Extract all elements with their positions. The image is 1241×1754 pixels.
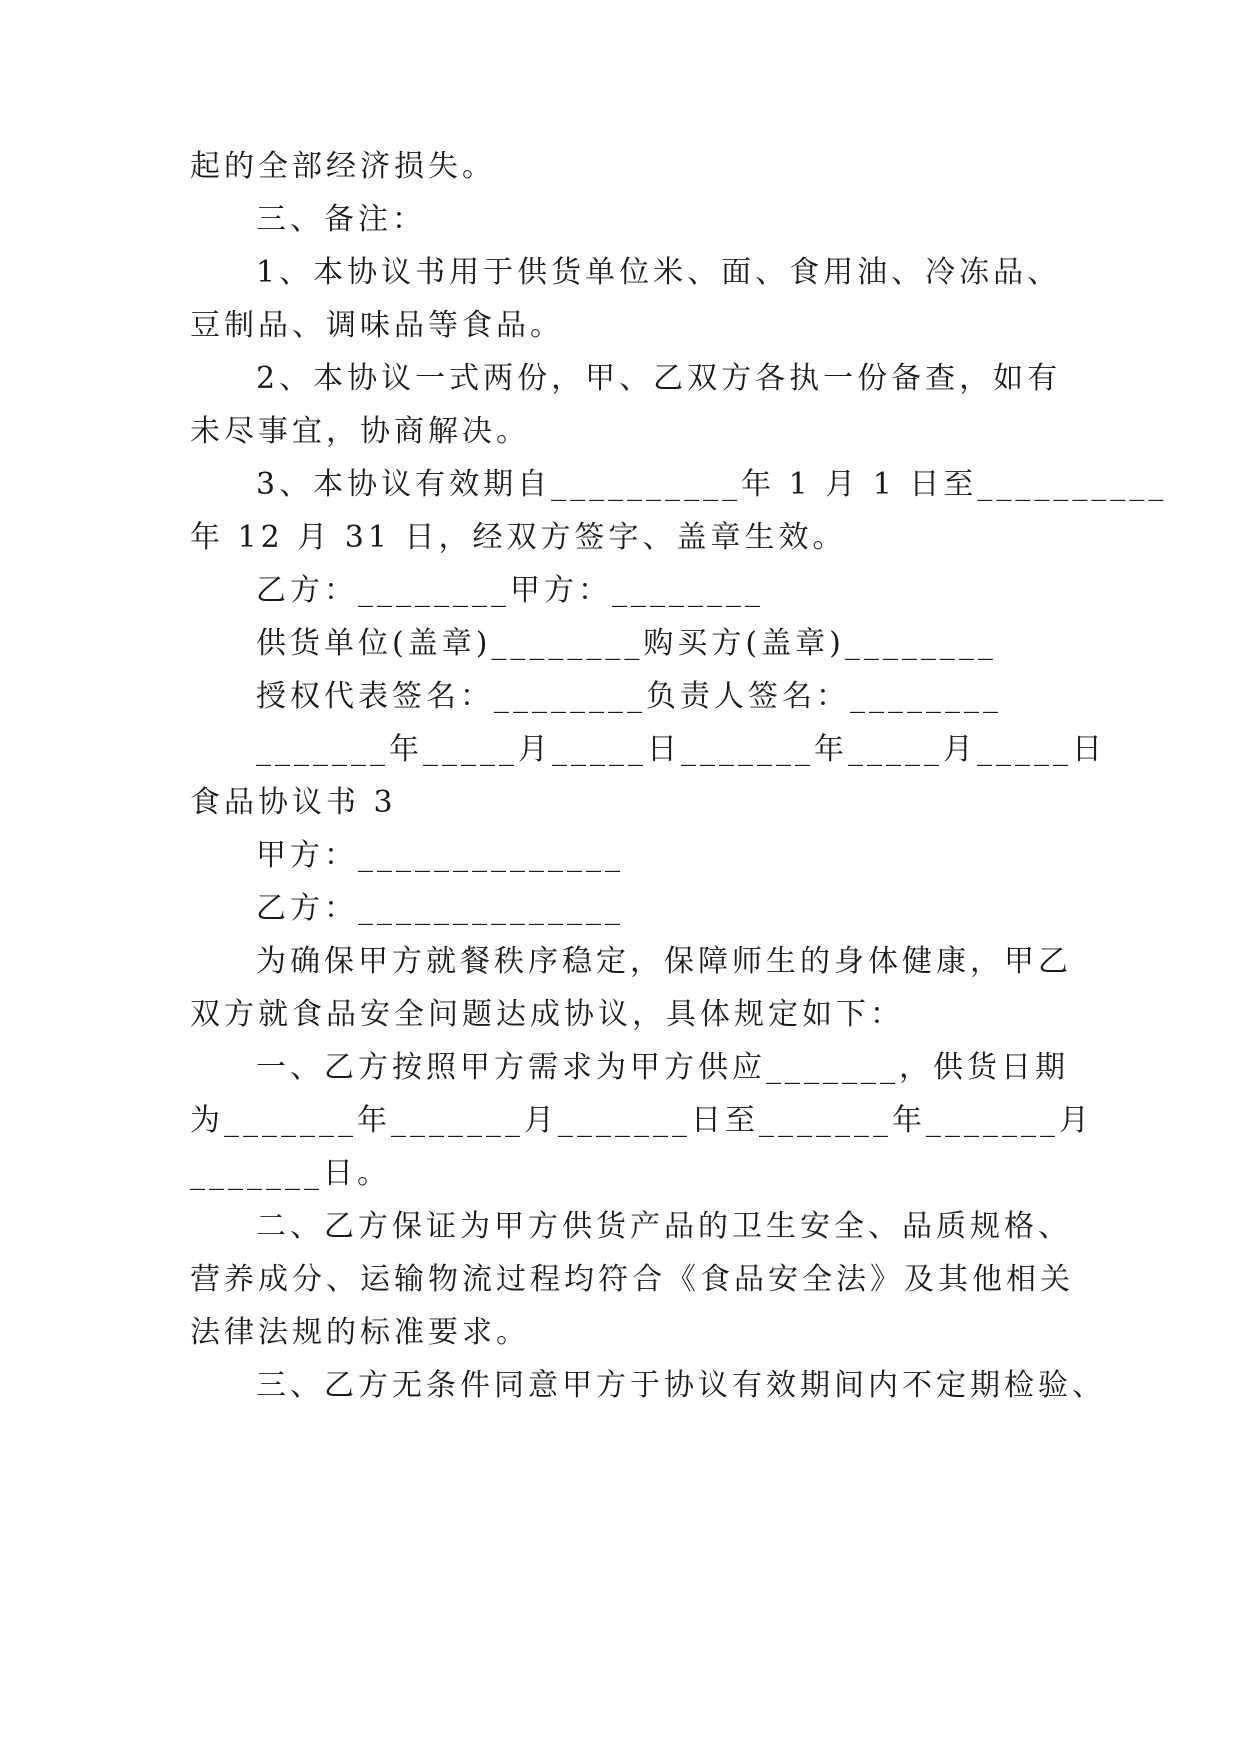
- party-line: 乙方：______________: [256, 891, 624, 926]
- party-line: 甲方：______________: [256, 838, 624, 873]
- text-line: 为确保甲方就餐秩序稳定，保障师生的身体健康，甲乙: [256, 944, 1072, 979]
- date-line: _______年_____月_____日_______年_____月_____日: [256, 732, 1106, 767]
- text-line: 豆制品、调味品等食品。: [190, 308, 564, 343]
- text-line: 法律法规的标准要求。: [190, 1315, 530, 1350]
- text-line: 3、本协议有效期自__________年 1 月 1 日至__________: [256, 467, 1168, 502]
- text-line: 起的全部经济损失。: [190, 149, 496, 184]
- text-line: 营养成分、运输物流过程均符合《食品安全法》及其他相关: [190, 1262, 1074, 1297]
- text-line: 一、乙方按照甲方需求为甲方供应_______，供货日期: [256, 1050, 1069, 1085]
- text-line: 二、乙方保证为甲方供货产品的卫生安全、品质规格、: [256, 1209, 1072, 1244]
- text-line: 为_______年_______月_______日至_______年_______月: [190, 1103, 1093, 1138]
- text-line: 未尽事宜，协商解决。: [190, 414, 530, 449]
- document-title: 食品协议书 3: [190, 785, 397, 820]
- signature-line: 授权代表签名：________负责人签名：________: [256, 679, 1002, 714]
- text-line: 1、本协议书用于供货单位米、面、食用油、冷冻品、: [256, 255, 1062, 290]
- text-line: 三、乙方无条件同意甲方于协议有效期间内不定期检验、: [256, 1368, 1106, 1403]
- text-line: 2、本协议一式两份，甲、乙双方各执一份备查，如有: [256, 361, 1062, 396]
- section-heading: 三、备注：: [256, 202, 426, 237]
- text-line: 双方就食品安全问题达成协议，具体规定如下：: [190, 997, 904, 1032]
- signature-line: 乙方：________甲方：________: [256, 573, 764, 608]
- signature-line: 供货单位(盖章)________购买方(盖章)________: [256, 626, 997, 661]
- text-line: 年 12 月 31 日，经双方签字、盖章生效。: [190, 520, 847, 555]
- text-line: _______日。: [190, 1156, 391, 1191]
